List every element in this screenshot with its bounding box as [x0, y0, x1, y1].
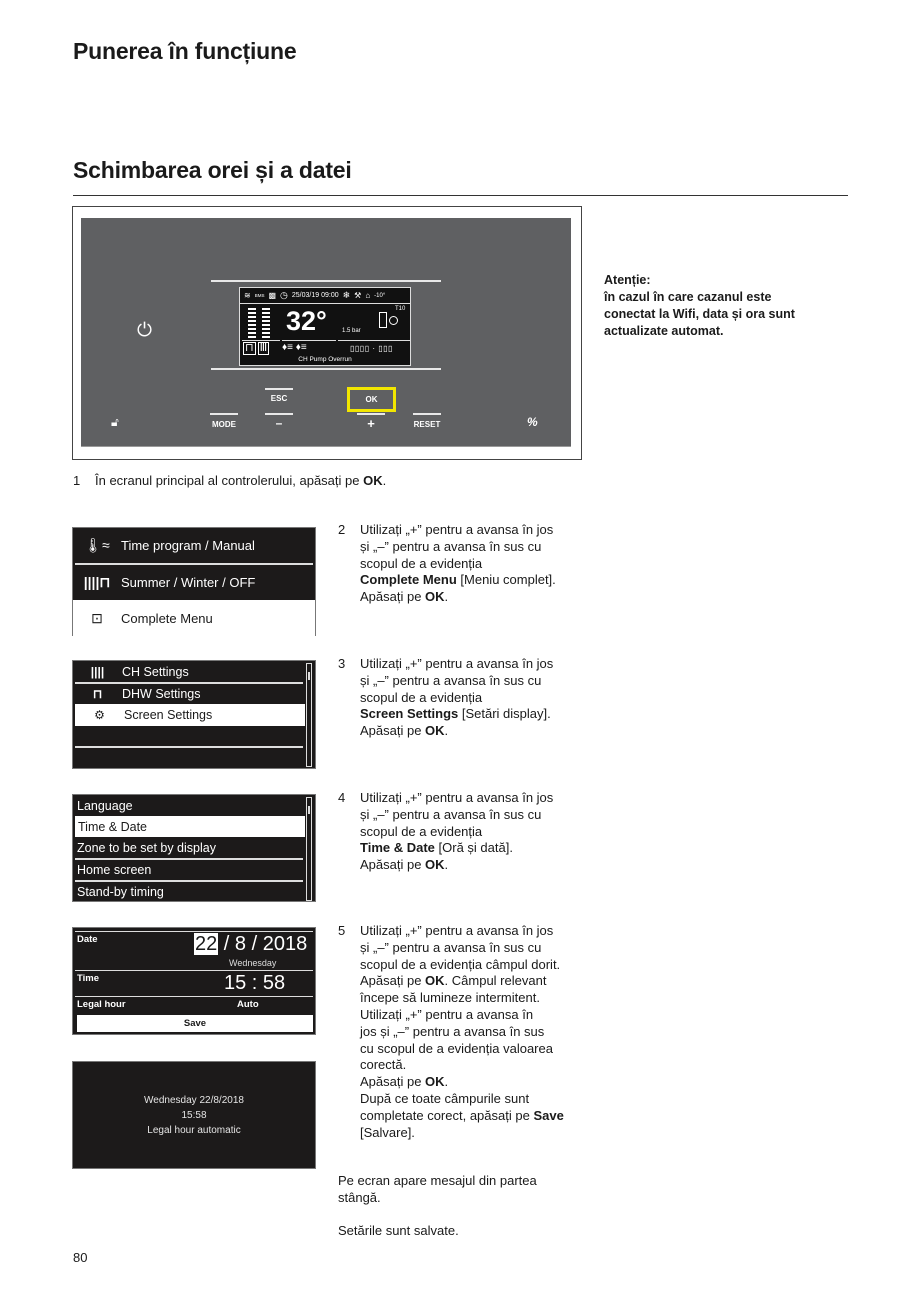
step-text: În ecranul principal al controlerului, apăsați pe [95, 473, 364, 488]
legal-hour-label: Legal hour [77, 999, 126, 1010]
step-bold: OK [425, 589, 445, 605]
step-text: scopul de a evidenția [360, 555, 483, 571]
panel-line-bottom [211, 368, 441, 370]
step-text: cu scopul de a evidenția valoarea [360, 1040, 553, 1056]
lcd-mode-icons [243, 342, 269, 355]
section-title: Schimbarea orei și a datei [73, 157, 352, 183]
house-icon: ⌂ [365, 291, 371, 300]
date-value[interactable] [194, 933, 307, 956]
esc-button[interactable]: ESC [270, 394, 288, 403]
tap-level-icon [262, 308, 270, 338]
step-text: Apăsați pe [360, 589, 426, 605]
reset-button[interactable]: RESET [413, 420, 441, 429]
attention-title: Atenție: [604, 273, 651, 287]
menu-item-label: Time & Date [78, 819, 148, 834]
step-text: [Setări display]. [458, 706, 551, 722]
pump-diagram-icon: T10 [375, 308, 407, 334]
screen-screen-settings [72, 794, 316, 902]
divider [75, 931, 313, 932]
section-divider [73, 195, 848, 196]
lcd-temperature: 32° [286, 306, 327, 336]
step-1 [73, 473, 386, 488]
attention-note [604, 272, 844, 340]
step-5 [338, 923, 588, 1141]
step-number: 3 [338, 656, 346, 671]
power-icon[interactable]: ⏻ [137, 320, 153, 341]
step-text: Utilizați „+” pentru a avansa în jos [360, 923, 554, 938]
menu-item-screen-settings[interactable] [75, 704, 305, 726]
step-text: completate corect, apăsați pe [360, 1107, 534, 1123]
wrench-icon: ⚒ [354, 291, 362, 300]
menu-item-time-program[interactable] [73, 528, 315, 563]
lcd-segment-display: ▯▯▯▯ · ▯▯▯ [350, 344, 393, 353]
step-text: [Meniu complet]. [456, 572, 556, 588]
time-value[interactable]: 15 : 58 [224, 972, 286, 994]
step-text: [Salvare]. [360, 1124, 415, 1140]
menu-item-label: CH Settings [122, 664, 189, 679]
step-text: și „–” pentru a avansa în sus cu [360, 672, 542, 688]
step-number: 2 [338, 522, 346, 537]
lcd-separator [282, 340, 336, 341]
step-text: . [444, 857, 449, 873]
attention-line: în cazul în care cazanul este [604, 290, 772, 304]
scrollbar-thumb[interactable] [308, 806, 310, 814]
screen-time-date [72, 927, 316, 1035]
attention-line: conectat la Wifi, data și ora sunt [604, 307, 795, 321]
menu-item-complete-menu[interactable] [73, 600, 315, 636]
menu-item-label: Complete Menu [121, 610, 213, 626]
lcd-pressure: 1.5 bar [342, 328, 361, 334]
screen-complete-menu [72, 660, 316, 769]
step-bold: Time & Date [360, 840, 435, 856]
plus-line [357, 413, 385, 415]
confirm-time: 15:58 [181, 1109, 207, 1121]
legal-hour-value[interactable]: Auto [237, 999, 259, 1010]
menu-separator [75, 746, 303, 748]
step-text: și „–” pentru a avansa în sus cu [360, 538, 542, 554]
mode-line [210, 413, 238, 415]
menu-item-label: Screen Settings [124, 708, 213, 722]
step-text: scopul de a evidenția câmpul dorit. [360, 956, 561, 972]
result-text: stângă. [338, 1189, 381, 1205]
step-bold: Save [533, 1107, 564, 1123]
step-text: . [382, 473, 387, 488]
lcd-separator [242, 340, 280, 341]
minus-line [265, 413, 293, 415]
step-text: . [444, 1074, 449, 1090]
screen-confirmation [72, 1061, 316, 1169]
menu-item-label: Summer / Winter / OFF [121, 575, 256, 590]
menu-item-label: Time program / Manual [121, 538, 255, 553]
lock-icon[interactable]: 🔓︎ [111, 415, 119, 429]
outdoor-temp: -10° [374, 292, 386, 299]
step-text: . [444, 723, 449, 739]
step-text: Apăsați pe [360, 857, 426, 873]
step-bold: OK [425, 723, 445, 739]
menu-item-ch-settings[interactable] [73, 661, 305, 682]
lcd-display [239, 287, 411, 366]
menu-item-label: Home screen [77, 862, 152, 877]
panel-line-top [211, 280, 441, 282]
attention-line: actualizate automat. [604, 324, 724, 338]
menu-item-home-screen[interactable] [73, 859, 305, 880]
step-text: Utilizați „+” pentru a avansa în [360, 1006, 534, 1022]
bms-label: BMS [254, 293, 265, 298]
save-button[interactable]: Save [77, 1015, 313, 1032]
radiator-level-icon [248, 308, 256, 338]
weekday: Wednesday [229, 958, 277, 968]
gears-icon: ⚙ [94, 708, 105, 722]
step-number: 4 [338, 790, 346, 805]
scrollbar[interactable] [306, 797, 312, 901]
saved-note: Setările sunt salvate. [338, 1223, 459, 1238]
menu-item-dhw-settings[interactable] [73, 683, 305, 704]
menu-item-label: Language [77, 798, 133, 813]
esc-line [265, 388, 293, 390]
result-note [338, 1173, 568, 1207]
reset-line [413, 413, 441, 415]
page-number: 80 [73, 1250, 88, 1265]
step-bold: OK [425, 973, 445, 989]
menu-item-zone[interactable] [73, 837, 305, 858]
step-3 [338, 656, 588, 740]
date-rest: / 8 / 2018 [218, 933, 308, 955]
confirm-date: Wednesday 22/8/2018 [144, 1094, 244, 1106]
mode-button[interactable]: MODE [212, 420, 236, 429]
menu-item-language[interactable] [73, 795, 305, 816]
plus-button[interactable]: + [367, 416, 375, 431]
chapter-title: Punerea în funcțiune [73, 38, 297, 64]
menu-item-label: Zone to be set by display [77, 840, 216, 855]
step-text: Apăsați pe [360, 1074, 426, 1090]
tap-icon: ⊓ [92, 686, 103, 701]
menu-item-standby-timing[interactable] [73, 881, 305, 902]
date-label: Date [77, 934, 98, 945]
step-text: și „–” pentru a avansa în sus cu [360, 939, 542, 955]
menu-item-label: Stand-by timing [77, 884, 164, 899]
step-text: Utilizați „+” pentru a avansa în jos [360, 522, 554, 537]
step-bold: OK [363, 473, 383, 488]
minus-button[interactable]: – [275, 416, 283, 430]
screen-main-menu [72, 527, 316, 636]
step-bold: OK [425, 857, 445, 873]
step-text: Apăsați pe [360, 973, 426, 989]
step-text: și „–” pentru a avansa în sus cu [360, 806, 542, 822]
step-bold: Screen Settings [360, 706, 459, 722]
result-text: Pe ecran apare mesajul din partea [338, 1173, 537, 1188]
step-text: începe să lumineze intermitent. [360, 990, 540, 1006]
calendar-icon: ▩ [268, 291, 277, 300]
step-bold: Complete Menu [360, 572, 457, 588]
ok-button-highlighted[interactable]: OK [347, 387, 396, 412]
divider [75, 970, 313, 971]
step-text: [Oră și dată]. [434, 840, 513, 856]
step-text: corectă. [360, 1057, 407, 1073]
scrollbar-thumb[interactable] [308, 672, 310, 680]
step-bold: OK [425, 1074, 445, 1090]
menu-list-icon: ⊡ [91, 609, 103, 626]
menu-item-summer-winter[interactable] [73, 565, 315, 600]
step-text: jos și „–” pentru a avansa în sus [360, 1023, 545, 1039]
step-text: Utilizați „+” pentru a avansa în jos [360, 656, 554, 671]
lcd-status-text: CH Pump Overrun [298, 356, 352, 363]
radiator-icon: Ⅲ [259, 342, 268, 354]
day-field-highlighted[interactable]: 22 [195, 933, 218, 955]
divider [75, 996, 313, 997]
step-number: 5 [338, 923, 346, 938]
scrollbar[interactable] [306, 663, 312, 767]
step-text: După ce toate câmpurile sunt [360, 1090, 530, 1106]
snowflake-icon: ❄ [342, 290, 351, 300]
time-label: Time [77, 973, 100, 984]
step-text: . Câmpul relevant [444, 973, 547, 989]
step-number: 1 [73, 473, 81, 488]
tap-icon: ⊓ [245, 342, 254, 354]
step-text: scopul de a evidenția [360, 689, 483, 705]
menu-item-label: DHW Settings [122, 686, 201, 701]
step-text: . [444, 589, 449, 605]
clock-icon: ◷ [280, 290, 288, 300]
menu-item-time-date[interactable] [75, 816, 305, 837]
step-text: scopul de a evidenția [360, 823, 483, 839]
flame-level-icons: ♦≡ ♦≡ [282, 342, 307, 353]
radiator-icon: |||| [90, 664, 105, 679]
step-text: Apăsați pe [360, 723, 426, 739]
thermometer-hand-icon: 🌡︎≈ [84, 537, 110, 553]
lcd-status-bar [240, 288, 410, 304]
wifi-icon: ≋ [244, 291, 251, 300]
step-2 [338, 522, 588, 606]
lcd-separator [338, 340, 410, 341]
step-text: Utilizați „+” pentru a avansa în jos [360, 790, 554, 805]
service-icon[interactable]: % [527, 415, 538, 429]
confirm-legal-hour: Legal hour automatic [147, 1124, 241, 1136]
step-4 [338, 790, 588, 874]
radiator-tap-icon: ||||⊓ [83, 574, 111, 590]
lcd-datetime: 25/03/19 09:00 [291, 292, 339, 299]
